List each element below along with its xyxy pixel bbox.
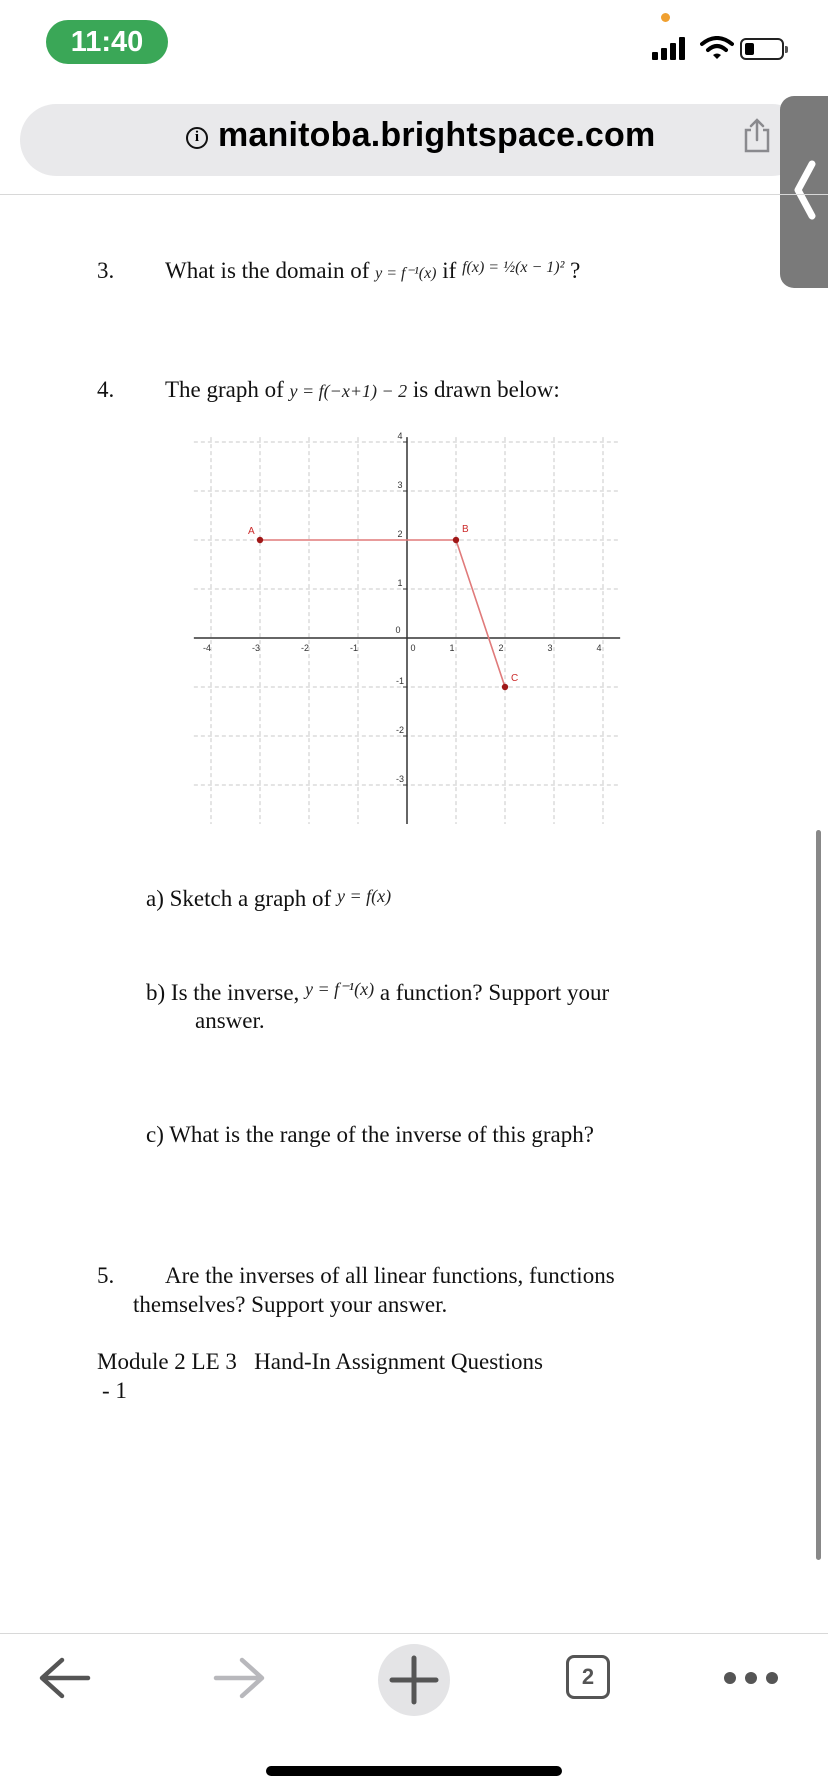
wifi-icon bbox=[700, 36, 734, 60]
graph-tick-labels bbox=[203, 431, 602, 785]
question-4c: c) What is the range of the inverse of this graph? bbox=[146, 1122, 594, 1147]
function-graph bbox=[190, 424, 630, 824]
data-point bbox=[257, 537, 263, 543]
more-options-icon[interactable] bbox=[722, 1670, 780, 1686]
x-tick-label: -2 bbox=[300, 643, 310, 653]
battery-icon bbox=[740, 38, 784, 60]
forward-arrow-icon[interactable] bbox=[212, 1656, 266, 1700]
series-line bbox=[260, 540, 505, 687]
status-bar bbox=[0, 0, 828, 90]
question-4a bbox=[146, 886, 391, 912]
data-point bbox=[453, 537, 459, 543]
question-4b-suffix: a function? Support your bbox=[379, 980, 610, 1005]
question-3-text-before: What is the domain of bbox=[165, 258, 370, 283]
y-tick-label: 0 bbox=[395, 625, 401, 635]
url-text[interactable]: manitoba.brightspace.com bbox=[218, 116, 656, 154]
footer-line2: - 1 bbox=[102, 1378, 127, 1403]
tabs-button[interactable]: 2 bbox=[566, 1655, 610, 1699]
site-info-icon[interactable]: i bbox=[186, 127, 208, 149]
x-tick-label: -1 bbox=[349, 643, 359, 653]
back-arrow-icon[interactable] bbox=[38, 1656, 92, 1700]
y-tick-label: -2 bbox=[395, 725, 405, 735]
new-tab-button[interactable] bbox=[378, 1644, 450, 1716]
y-tick-label: -1 bbox=[395, 676, 405, 686]
share-icon[interactable] bbox=[742, 118, 772, 154]
x-tick-label: 1 bbox=[449, 643, 455, 653]
question-4-text-after: is drawn below: bbox=[412, 377, 560, 402]
point-label: C bbox=[511, 673, 519, 684]
question-4a-prefix: a) Sketch a graph of bbox=[146, 886, 332, 911]
question-5-number: 5. bbox=[97, 1263, 115, 1288]
side-panel-toggle[interactable] bbox=[780, 96, 828, 288]
plus-icon bbox=[378, 1644, 450, 1716]
question-4-text bbox=[165, 377, 560, 403]
question-5-line2: themselves? Support your answer. bbox=[133, 1292, 448, 1317]
question-4-text-before: The graph of bbox=[165, 377, 284, 402]
x-tick-label: 2 bbox=[498, 643, 504, 653]
y-tick-label: 3 bbox=[397, 480, 403, 490]
point-label: A bbox=[248, 526, 255, 537]
y-tick-label: 2 bbox=[397, 529, 403, 539]
divider bbox=[0, 194, 828, 195]
question-3-text-mid: if bbox=[442, 258, 457, 283]
x-tick-label: 3 bbox=[547, 643, 553, 653]
chevron-left-icon bbox=[790, 160, 820, 220]
question-4b-prefix: b) Is the inverse, bbox=[146, 980, 300, 1005]
data-point bbox=[502, 684, 508, 690]
question-4a-expr: y = f(x) bbox=[336, 886, 392, 906]
y-tick-label: 4 bbox=[397, 431, 403, 441]
y-tick-label: 1 bbox=[397, 578, 403, 588]
question-4b-line2: answer. bbox=[195, 1008, 265, 1033]
cellular-signal-icon bbox=[652, 36, 690, 60]
x-tick-label: 0 bbox=[410, 643, 416, 653]
graph-axes bbox=[194, 437, 620, 824]
question-5-line1: Are the inverses of all linear functions, functions bbox=[165, 1263, 615, 1288]
graph-series bbox=[248, 524, 518, 690]
question-3-number: 3. bbox=[97, 258, 115, 283]
home-indicator bbox=[266, 1766, 562, 1776]
question-3-inverse-expr: y = f⁻¹(x) bbox=[375, 265, 437, 282]
question-4-expr: y = f(−x+1) − 2 bbox=[289, 381, 408, 401]
scrollbar[interactable] bbox=[816, 830, 821, 1560]
question-4b bbox=[146, 980, 609, 1006]
question-3-text-after: ? bbox=[570, 258, 581, 283]
privacy-indicator-dot bbox=[661, 13, 670, 22]
status-time: 11:40 bbox=[46, 20, 168, 64]
question-4b-expr: y = f⁻¹(x) bbox=[305, 979, 375, 999]
toolbar-divider bbox=[0, 1633, 828, 1634]
x-tick-label: -3 bbox=[251, 643, 261, 653]
footer-line1: Module 2 LE 3 Hand-In Assignment Questions bbox=[97, 1349, 543, 1374]
x-tick-label: 4 bbox=[596, 643, 602, 653]
question-4-number: 4. bbox=[97, 377, 115, 402]
y-tick-label: -3 bbox=[395, 774, 405, 784]
point-label: B bbox=[462, 524, 469, 535]
question-3-function-expr: f(x) = ½(x − 1)² bbox=[462, 259, 565, 276]
x-tick-label: -4 bbox=[202, 643, 212, 653]
question-3-text bbox=[165, 258, 580, 284]
